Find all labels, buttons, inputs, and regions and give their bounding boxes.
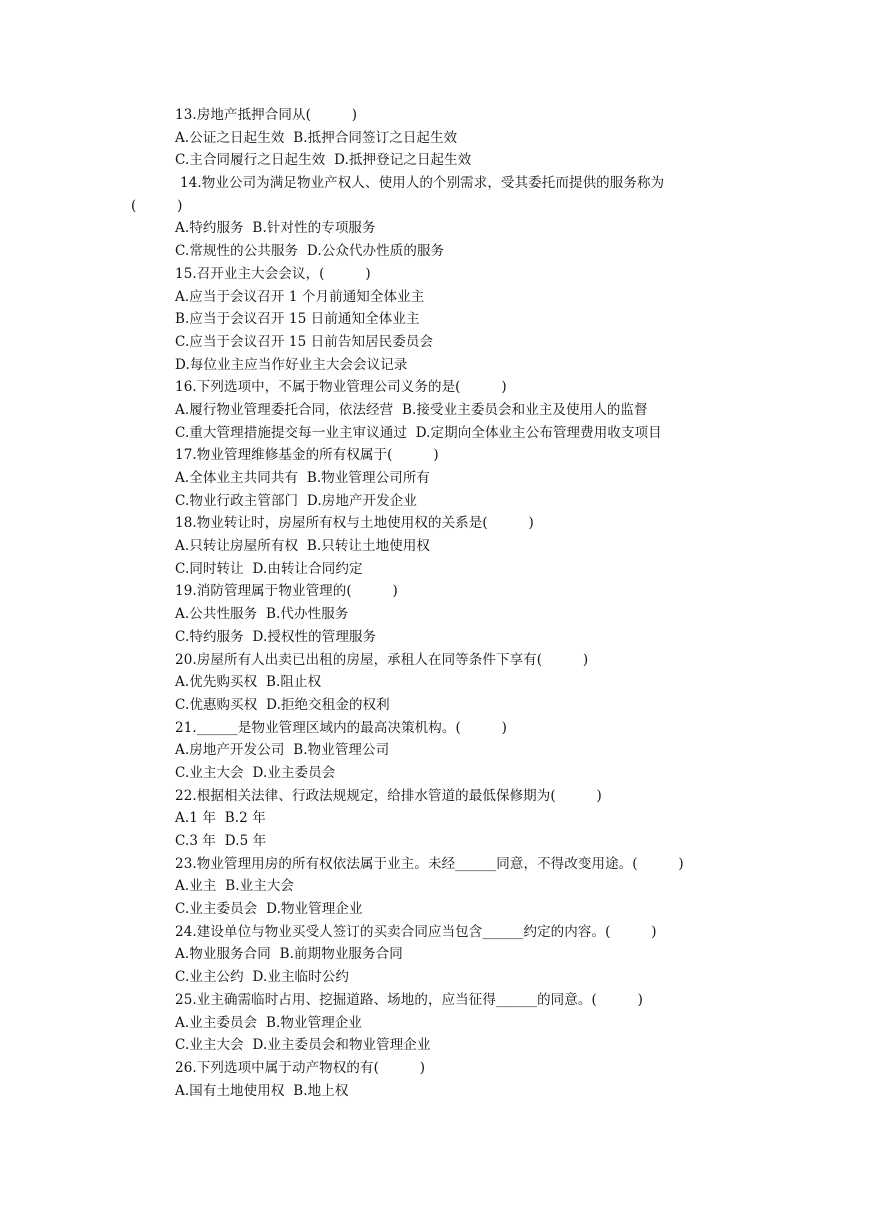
question-14-continuation: ( ) [131,197,183,214]
question-16: 16.下列选项中，不属于物业管理公司义务的是( ) [175,379,507,396]
question-19-options-ab: A.公共性服务 B.代办性服务 [175,606,349,623]
question-17: 17.物业管理维修基金的所有权属于( ) [175,447,439,464]
question-17-options-ab: A.全体业主共同共有 B.物业管理公司所有 [175,470,431,486]
question-15: 15.召开业主大会会议，( ) [175,265,371,282]
question-24: 24.建设单位与物业买受人签订的买卖合同应当包含______约定的内容。( ) [175,923,657,940]
question-18: 18.物业转让时，房屋所有权与土地使用权的关系是( ) [175,515,534,532]
question-22-options-cd: C.3 年 D.5 年 [175,833,267,849]
question-15-option-c: C.应当于会议召开 15 日前告知居民委员会 [175,333,434,350]
question-23-options-ab: A.业主 B.业主大会 [175,878,295,895]
question-19-options-cd: C.特约服务 D.授权性的管理服务 [175,628,377,645]
question-20: 20.房屋所有人出卖已出租的房屋，承租人在同等条件下享有( ) [175,651,589,668]
question-25-options-ab: A.业主委员会 B.物业管理企业 [175,1014,363,1031]
question-22-options-ab: A.1 年 B.2 年 [175,810,266,827]
question-16-options-ab: A.履行物业管理委托合同，依法经营 B.接受业主委员会和业主及使用人的监督 [175,401,648,418]
question-26-options-ab: A.国有土地使用权 B.地上权 [175,1082,349,1099]
question-23-options-cd: C.业主委员会 D.物业管理企业 [175,901,363,918]
question-20-options-cd: C.优惠购买权 D.拒绝交租金的权利 [175,696,390,713]
question-24-options-cd: C.业主公约 D.业主临时公约 [175,969,349,986]
question-15-option-b: B.应当于会议召开 15 日前通知全体业主 [175,311,420,328]
question-21: 21.______是物业管理区域内的最高决策机构。( ) [175,719,508,736]
question-15-option-a: A.应当于会议召开 1 个月前通知全体业主 [175,288,425,305]
question-21-options-ab: A.房地产开发公司 B.物业管理公司 [175,742,390,759]
question-list [131,104,755,1102]
question-20-options-ab: A.优先购买权 B.阻止权 [175,674,322,691]
question-18-options-ab: A.只转让房屋所有权 B.只转让土地使用权 [175,538,431,555]
question-19: 19.消防管理属于物业管理的( ) [175,583,398,600]
question-24-options-ab: A.物业服务合同 B.前期物业服务合同 [175,946,403,963]
question-14-text: 14.物业公司为满足物业产权人、使用人的个别需求，受其委托而提供的服务称为 [180,175,665,192]
question-18-options-cd: C.同时转让 D.由转让合同约定 [175,560,363,577]
question-14-options-ab: A.特约服务 B.针对性的专项服务 [175,220,376,237]
question-14 [175,172,755,195]
question-23: 23.物业管理用房的所有权依法属于业主。未经______同意，不得改变用途。( ) [175,855,684,872]
question-22: 22.根据相关法律、行政法规规定，给排水管道的最低保修期为( ) [175,787,602,804]
question-21-options-cd: C.业主大会 D.业主委员会 [175,764,336,781]
question-13-options-ab: A.公证之日起生效 B.抵押合同签订之日起生效 [175,129,458,146]
question-17-options-cd: C.物业行政主管部门 D.房地产开发企业 [175,492,417,509]
question-13: 13.房地产抵押合同从( ) [175,107,358,123]
question-26: 26.下列选项中属于动产物权的有( ) [175,1059,426,1076]
question-25-options-cd: C.业主大会 D.业主委员会和物业管理企业 [175,1037,431,1054]
question-16-options-cd: C.重大管理措施提交每一业主审议通过 D.定期向全体业主公布管理费用收支项目 [175,424,662,441]
question-14-options-cd: C.常规性的公共服务 D.公众代办性质的服务 [175,243,445,260]
question-15-option-d: D.每位业主应当作好业主大会会议记录 [175,356,408,373]
question-13-options-cd: C.主合同履行之日起生效 D.抵押登记之日起生效 [175,152,472,169]
question-25: 25.业主确需临时占用、挖掘道路、场地的，应当征得______的同意。( ) [175,991,644,1008]
